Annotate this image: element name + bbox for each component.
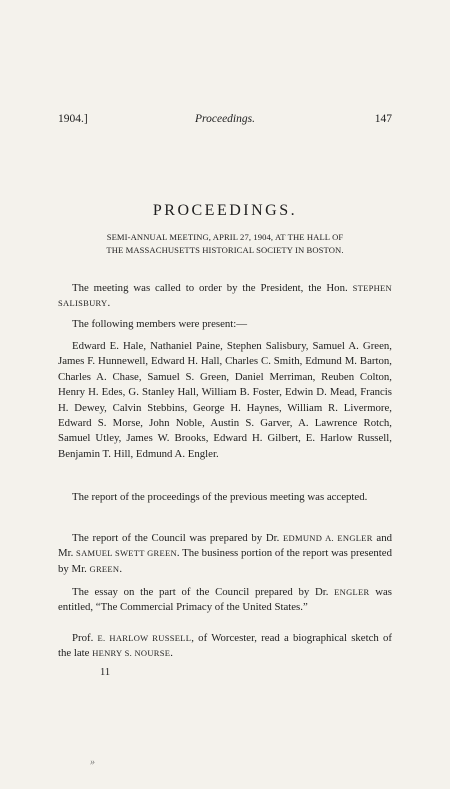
paragraph-biographical-sketch xyxy=(58,631,392,662)
p1-text-a: The meeting was called to order by the President, the Hon. xyxy=(72,282,353,294)
running-head xyxy=(58,113,392,129)
name-russell: E. HARLOW RUSSELL xyxy=(97,633,192,643)
p4-text-a: The report of the Council was prepared by Dr. xyxy=(72,532,284,544)
p6-text-c: . xyxy=(170,647,173,660)
p4-text-b: and Mr. xyxy=(58,532,393,560)
header-page-number: 147 xyxy=(374,113,392,125)
president-name: STEPHEN SALISBURY xyxy=(58,283,392,309)
subtitle-line-1: SEMI-ANNUAL MEETING, APRIL 27, 1904, AT THE HALL OF xyxy=(106,232,344,242)
paragraph-call-to-order xyxy=(58,281,392,312)
paragraph-previous-meeting: The report of the proceedings of the previous meeting was accepted. xyxy=(72,491,368,503)
name-nourse: HENRY S. NOURSE xyxy=(92,648,171,659)
name-engler: EDMUND A. ENGLER xyxy=(283,533,373,543)
p4-text-d: . xyxy=(119,562,123,575)
header-year: 1904.] xyxy=(58,113,88,125)
subtitle-line-2: THE MASSACHUSETTS HISTORICAL SOCIETY IN BOSTON. xyxy=(106,245,344,255)
paragraph-essay xyxy=(58,585,392,616)
paragraph-members-list: Edward E. Hale, Nathaniel Paine, Stephen Salisbury, Samuel A. Green, James F. Hunnewell, Edward H. Hall, Charles C. Smith, Edmund M. Barton, Charles A. Chase, Samuel S. Green, Daniel Merriman, Reuben Colton, Henry H. Edes, G. Stanley Hall, William B. Foster, Edwin D. Mead, Francis H. Dewey, Calvin Stebbins, George H. Haynes, William R. Livermore, Edward S. Morse, John Noble, Austin S. Garver, A. Lawrence Rotch, Samuel Utley, James W. Brooks, Edward H. Gilbert, E. Harlow Russell, Benjamin T. Hill, Edmund A. Engler. xyxy=(58,340,392,460)
meeting-subtitle xyxy=(58,231,392,257)
paragraph-members-intro: The following members were present:— xyxy=(72,318,248,330)
p4-text-c: . The business portion of the report was presented by Mr. xyxy=(58,547,392,575)
page-title: PROCEEDINGS. xyxy=(152,202,298,219)
p5-text-a: The essay on the part of the Council prepared by Dr. xyxy=(72,586,335,598)
p1-text-b: . xyxy=(107,297,111,310)
stray-mark: » xyxy=(90,757,95,768)
name-engler-short: ENGLER xyxy=(334,587,370,597)
header-title: Proceedings. xyxy=(195,113,255,125)
name-green: SAMUEL SWETT GREEN xyxy=(76,548,177,559)
paragraph-council-report xyxy=(58,531,392,577)
p6-text-a: Prof. xyxy=(72,632,98,644)
p6-text-b: , of Worcester, read a biographical sketch of the late xyxy=(58,632,392,660)
p5-text-b: was entitled, “The Commercial Primacy of the United States.” xyxy=(58,586,392,614)
name-green-short: GREEN xyxy=(89,563,120,574)
signature-mark: 11 xyxy=(100,667,111,678)
